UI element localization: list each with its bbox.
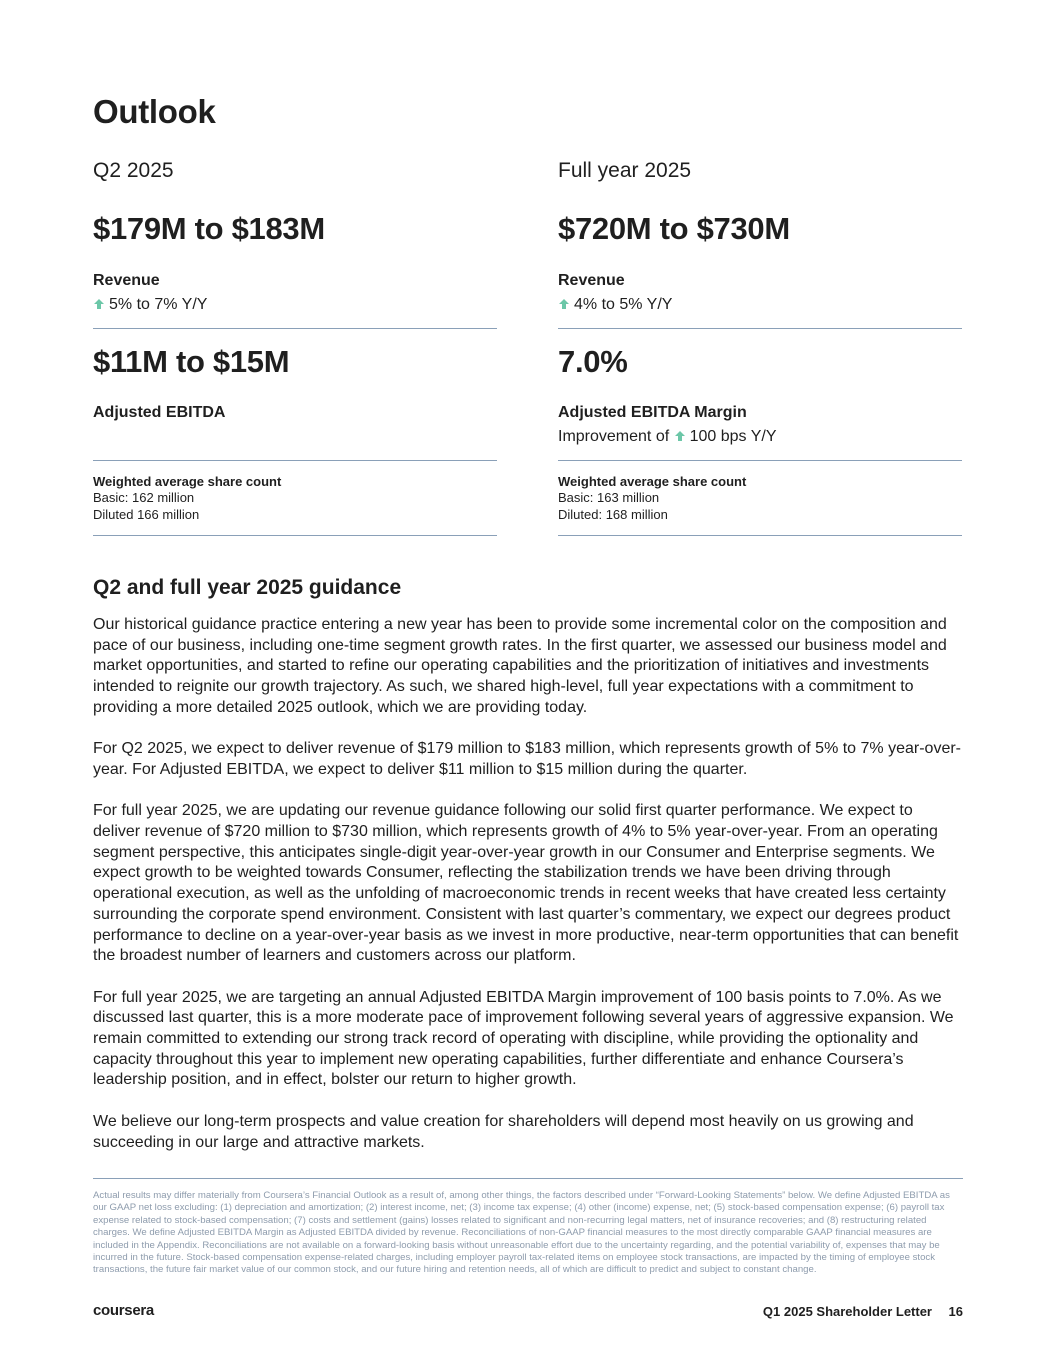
- guidance-body: [93, 615, 963, 1174]
- footnote-divider: [93, 1178, 963, 1179]
- fy-outlook-column: [558, 158, 962, 522]
- fy-period-label: Full year 2025: [558, 159, 692, 182]
- document-title: Q1 2025 Shareholder Letter: [762, 1304, 932, 1319]
- up-arrow-icon: [674, 430, 686, 442]
- divider: [93, 460, 497, 461]
- q2-share-count-title: Weighted average share count: [93, 474, 282, 489]
- guidance-paragraph: We believe our long-term prospects and value creation for shareholders will depend most heavily on us growing and succeeding in our large and attractive markets.: [93, 1112, 914, 1151]
- fy-margin-label: Adjusted EBITDA Margin: [558, 404, 747, 421]
- fy-margin-improvement: [558, 427, 777, 447]
- fy-share-count-title: Weighted average share count: [558, 474, 747, 489]
- divider: [93, 535, 497, 536]
- guidance-paragraph: Our historical guidance practice entering a new year has been to provide some incremental color on the composition and pace of our business, including one-time segment growth rates. In the first quarter, we assessed our business model and market opportunities, and started to refine our operating capabilities and the prioritization of initiatives and investments intended to reignite our growth trajectory. As such, we shared high-level, full year expectations with a commitment to providing a more detailed 2025 outlook, which we are providing today.: [93, 616, 947, 716]
- up-arrow-icon: [558, 298, 570, 310]
- divider: [558, 535, 962, 536]
- q2-share-count-diluted: Diluted 166 million: [93, 507, 200, 522]
- q2-outlook-column: [93, 158, 497, 522]
- guidance-heading: Q2 and full year 2025 guidance: [93, 576, 402, 599]
- guidance-paragraph: For Q2 2025, we expect to deliver revenue of $179 million to $183 million, which represents growth of 5% to 7% year-over-year. For Adjusted EBITDA, we expect to deliver $11 million to $15 million during the quarter.: [93, 740, 961, 778]
- fy-revenue-range: $720M to $730M: [558, 211, 790, 246]
- divider: [93, 328, 497, 329]
- up-arrow-icon: [93, 298, 105, 310]
- q2-share-count-basic: Basic: 162 million: [93, 490, 195, 505]
- page-title: Outlook: [93, 93, 216, 130]
- q2-revenue-growth: [93, 295, 207, 315]
- q2-revenue-growth-text: 5% to 7% Y/Y: [109, 296, 208, 313]
- divider: [558, 460, 962, 461]
- fy-margin-improvement-value: 100 bps Y/Y: [689, 428, 777, 445]
- coursera-logo: coursera: [93, 1302, 154, 1319]
- page-number: 16: [948, 1304, 963, 1319]
- fy-share-count-basic: Basic: 163 million: [558, 490, 660, 505]
- guidance-paragraph: For full year 2025, we are updating our revenue guidance following our solid first quarter performance. We expect to deliver revenue of $720 million to $730 million, which represents growth of 4% to 5% year-over-year. From an operating segment perspective, this anticipates single-digit year-over-year growth in our Consumer and Enterprise segments. We expect growth to be weighted towards Consumer, reflecting the stabilization trends we have been driving through operational execution, as well as the unfolding of macroeconomic trends in recent weeks that have created less certainty surrounding the corporate spend environment. Consistent with last quarter’s commentary, we expect our degrees product performance to decline on a year-over-year basis as we invest in more productive, near-term opportunities that can benefit the broadest number of learners and customers across our platform.: [93, 802, 959, 965]
- q2-ebitda-label: Adjusted EBITDA: [93, 404, 226, 421]
- fy-revenue-label: Revenue: [558, 272, 625, 289]
- guidance-paragraph: For full year 2025, we are targeting an annual Adjusted EBITDA Margin improvement of 100 basis points to 7.0%. As we discussed last quarter, this is a more moderate pace of improvement following several years of aggressive expansion. We remain committed to extending our strong track record of operating with discipline, while providing the optionality and capacity throughout this year to implement new operating capabilities, further differentiate and enhance Coursera’s leadership position, and in effect, bolster our return to higher growth.: [93, 988, 954, 1089]
- fy-share-count-diluted: Diluted: 168 million: [558, 507, 668, 522]
- fy-revenue-growth: [558, 295, 672, 315]
- q2-revenue-label: Revenue: [93, 272, 160, 289]
- disclaimer-text: Actual results may differ materially from Coursera’s Financial Outlook as a result of, among other things, the factors described under “Forward-Looking Statements” below. We define Adjusted EBITDA as our GAAP net loss excluding: (1) depreciation and amortization; (2) interest income, net; (3) income tax expense; (4) other (income) expense, net; (5) stock-based compensation expense; (6) payroll tax expense related to stock-based compensation; (7) costs and settlement (gains) losses related to significant and non-recurring legal matters, net of insurance recoveries; and (8) restructuring related charges. We define Adjusted EBITDA Margin as Adjusted EBITDA divided by revenue. Reconciliations of non-GAAP financial measures to the most directly comparable GAAP financial measures are included in the Appendix. Reconciliations are not available on a forward-looking basis without unreasonable effort due to the uncertainty regarding, and the potential variability of, expenses that may be incurred in the future. Stock-based compensation expense-related charges, including employer payroll tax-related items on employee stock transactions, are impacted by the timing of employee stock transactions, the future fair market value of our common stock, and our future hiring and retention needs, all of which are difficult to predict and subject to constant change.: [93, 1190, 950, 1276]
- q2-period-label: Q2 2025: [93, 159, 174, 182]
- fy-revenue-growth-text: 4% to 5% Y/Y: [574, 296, 673, 313]
- q2-ebitda-range: $11M to $15M: [93, 344, 290, 379]
- q2-revenue-range: $179M to $183M: [93, 211, 325, 246]
- divider: [558, 328, 962, 329]
- fy-margin-value: 7.0%: [558, 344, 628, 379]
- fy-margin-improvement-prefix: Improvement of: [558, 428, 670, 445]
